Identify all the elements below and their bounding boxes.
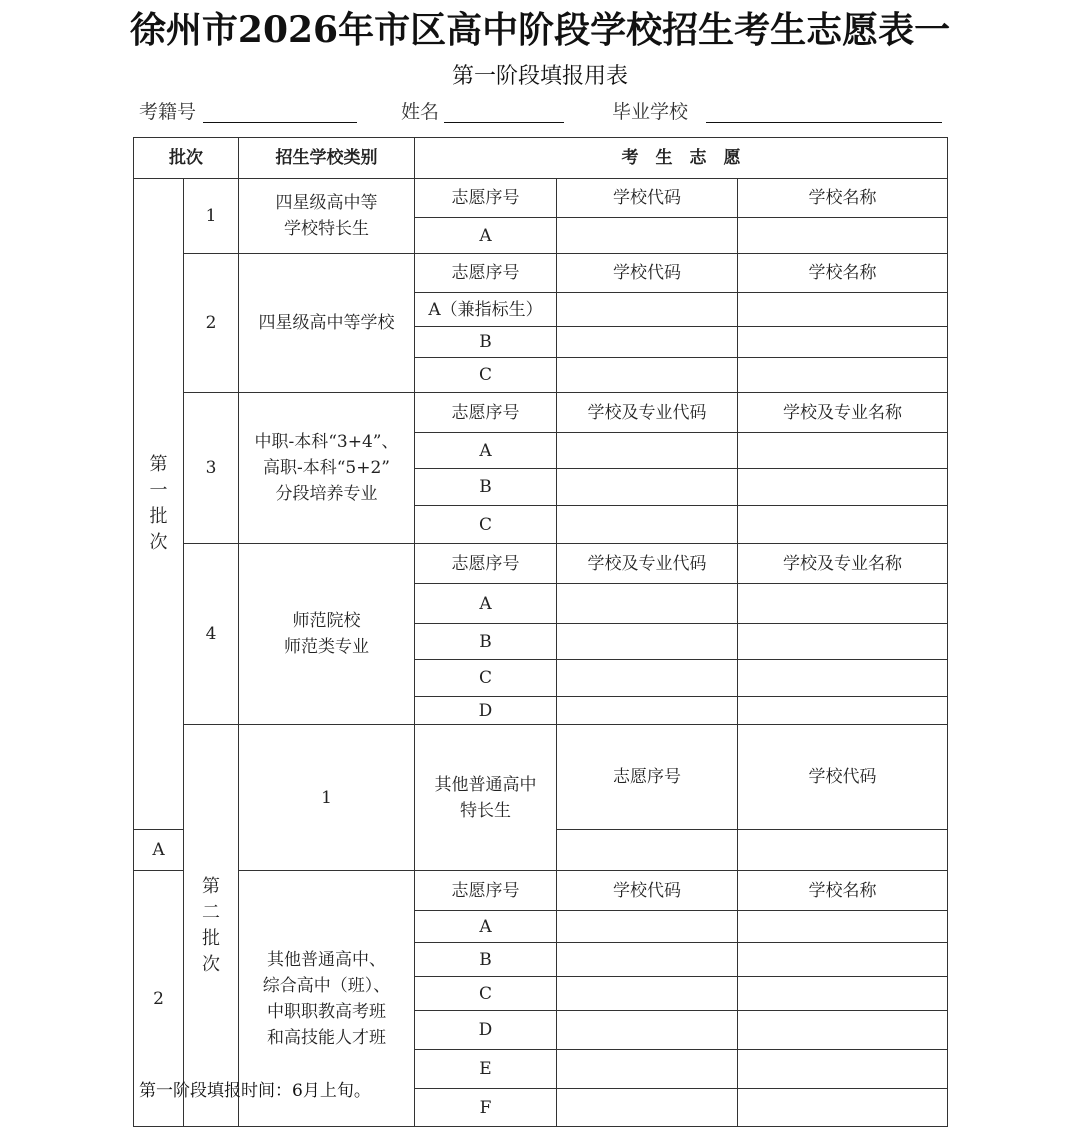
table-row bbox=[134, 871, 948, 911]
school-code-cell[interactable] bbox=[557, 977, 738, 1011]
col-major-code-label: 学校及专业代码 bbox=[557, 544, 738, 584]
choice-order: A bbox=[415, 433, 557, 469]
col-school-name-label: 学校名称 bbox=[738, 254, 948, 293]
school-name-cell[interactable] bbox=[738, 911, 948, 943]
school-label: 毕业学校 bbox=[612, 101, 689, 123]
major-name-cell[interactable] bbox=[738, 697, 948, 725]
col-school-code-label: 学校代码 bbox=[557, 254, 738, 293]
name-field[interactable] bbox=[444, 122, 564, 123]
choice-order: B bbox=[415, 327, 557, 358]
batch2-label: 第 二 批 次 bbox=[184, 725, 239, 1127]
choice-order: C bbox=[415, 660, 557, 697]
group-number: 2 bbox=[134, 871, 184, 1127]
page-title: 徐州市2026年市区高中阶段学校招生考生志愿表一 bbox=[129, 9, 951, 51]
major-name-cell[interactable] bbox=[738, 660, 948, 697]
school-name-cell[interactable] bbox=[738, 1089, 948, 1127]
school-name-cell[interactable] bbox=[738, 327, 948, 358]
major-name-cell[interactable] bbox=[738, 469, 948, 506]
choice-order: D bbox=[415, 697, 557, 725]
group-category: 师范院校 师范类专业 bbox=[239, 544, 415, 725]
group-category: 其他普通高中 特长生 bbox=[415, 725, 557, 871]
major-name-cell[interactable] bbox=[738, 433, 948, 469]
choice-order: D bbox=[415, 1011, 557, 1050]
school-code-cell[interactable] bbox=[557, 1050, 738, 1089]
school-code-cell[interactable] bbox=[557, 911, 738, 943]
major-code-cell[interactable] bbox=[557, 506, 738, 544]
col-order-label: 志愿序号 bbox=[415, 871, 557, 911]
major-code-cell[interactable] bbox=[557, 433, 738, 469]
footer-note: 第一阶段填报时间：6月上旬。 bbox=[139, 1081, 371, 1101]
major-code-cell[interactable] bbox=[557, 624, 738, 660]
major-code-cell[interactable] bbox=[557, 469, 738, 506]
choice-order: B bbox=[415, 624, 557, 660]
header-batch: 批次 bbox=[134, 138, 239, 179]
school-name-cell[interactable] bbox=[738, 977, 948, 1011]
school-code-cell[interactable] bbox=[557, 1011, 738, 1050]
school-name-cell[interactable] bbox=[738, 1050, 948, 1089]
school-code-cell[interactable] bbox=[557, 293, 738, 327]
col-major-name-label: 学校及专业名称 bbox=[738, 544, 948, 584]
col-order-label: 志愿序号 bbox=[415, 254, 557, 293]
choice-order: A bbox=[134, 830, 184, 871]
table-row bbox=[134, 725, 948, 830]
group-number: 3 bbox=[184, 393, 239, 544]
major-name-cell[interactable] bbox=[738, 624, 948, 660]
col-order-label: 志愿序号 bbox=[415, 544, 557, 584]
school-name-cell[interactable] bbox=[738, 293, 948, 327]
choice-order: A bbox=[415, 911, 557, 943]
col-major-code-label: 学校及专业代码 bbox=[557, 393, 738, 433]
school-code-cell[interactable] bbox=[557, 327, 738, 358]
header-choice: 考 生 志 愿 bbox=[415, 138, 948, 179]
table-header-row bbox=[134, 138, 948, 179]
choice-table bbox=[133, 137, 948, 1127]
col-school-code-label: 学校代码 bbox=[557, 179, 738, 218]
school-name-cell[interactable] bbox=[738, 943, 948, 977]
choice-order: C bbox=[415, 358, 557, 393]
col-major-name-label: 学校及专业名称 bbox=[738, 393, 948, 433]
school-name-cell[interactable] bbox=[738, 1011, 948, 1050]
table-row bbox=[134, 179, 948, 218]
table-row bbox=[134, 393, 948, 433]
choice-order: A（兼指标生） bbox=[415, 293, 557, 327]
name-label: 姓名 bbox=[401, 101, 440, 123]
group-category: 四星级高中等 学校特长生 bbox=[239, 179, 415, 254]
batch1-label: 第 一 批 次 bbox=[134, 179, 184, 830]
col-order-label: 志愿序号 bbox=[557, 725, 738, 830]
group-number: 1 bbox=[184, 179, 239, 254]
major-code-cell[interactable] bbox=[557, 584, 738, 624]
school-code-cell[interactable] bbox=[557, 218, 738, 254]
choice-order: A bbox=[415, 584, 557, 624]
page-subtitle: 第一阶段填报用表 bbox=[451, 64, 628, 89]
col-school-code-label: 学校代码 bbox=[557, 871, 738, 911]
choice-order: B bbox=[415, 469, 557, 506]
choice-order: F bbox=[415, 1089, 557, 1127]
col-order-label: 志愿序号 bbox=[415, 179, 557, 218]
group-number: 4 bbox=[184, 544, 239, 725]
school-name-cell[interactable] bbox=[738, 830, 948, 871]
col-school-code-label: 学校代码 bbox=[738, 725, 948, 830]
header-category: 招生学校类别 bbox=[239, 138, 415, 179]
major-code-cell[interactable] bbox=[557, 660, 738, 697]
school-code-cell[interactable] bbox=[557, 943, 738, 977]
group-number: 1 bbox=[239, 725, 415, 871]
group-category: 四星级高中等学校 bbox=[239, 254, 415, 393]
col-school-name-label: 学校名称 bbox=[738, 871, 948, 911]
exam-no-label: 考籍号 bbox=[139, 101, 197, 123]
group-number: 2 bbox=[184, 254, 239, 393]
col-order-label: 志愿序号 bbox=[415, 393, 557, 433]
major-code-cell[interactable] bbox=[557, 697, 738, 725]
choice-order: C bbox=[415, 506, 557, 544]
table-row bbox=[134, 544, 948, 584]
choice-order: C bbox=[415, 977, 557, 1011]
school-code-cell[interactable] bbox=[557, 1089, 738, 1127]
major-name-cell[interactable] bbox=[738, 584, 948, 624]
school-code-cell[interactable] bbox=[557, 358, 738, 393]
col-school-name-label: 学校名称 bbox=[738, 179, 948, 218]
exam-no-field[interactable] bbox=[203, 122, 357, 123]
choice-order: A bbox=[415, 218, 557, 254]
choice-order: E bbox=[415, 1050, 557, 1089]
major-name-cell[interactable] bbox=[738, 506, 948, 544]
school-name-cell[interactable] bbox=[738, 358, 948, 393]
school-code-cell[interactable] bbox=[557, 830, 738, 871]
group-category: 中职-本科“3+4”、 高职-本科“5+2” 分段培养专业 bbox=[239, 393, 415, 544]
table-row bbox=[134, 254, 948, 293]
school-field[interactable] bbox=[706, 122, 942, 123]
choice-order: B bbox=[415, 943, 557, 977]
school-name-cell[interactable] bbox=[738, 218, 948, 254]
group-category: 其他普通高中、 综合高中（班）、 中职职教高考班 和高技能人才班 bbox=[239, 871, 415, 1127]
